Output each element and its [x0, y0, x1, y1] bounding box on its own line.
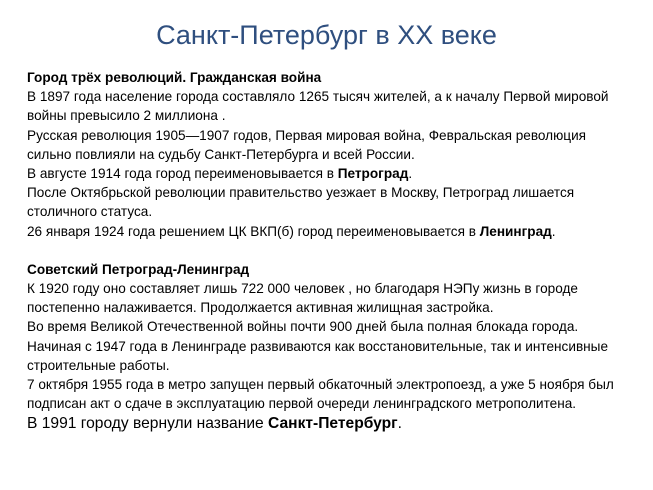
paragraph-metro-1955: 7 октября 1955 года в метро запущен первый обкаточный электропоезд, а уже 5 ноября был подписан акт о сдаче в эксплуатацию первой очереди ленинградского метрополитена. — [27, 377, 614, 412]
paragraph-renamed-leningrad — [27, 222, 633, 241]
renamed-1991-prefix: В 1991 городу вернули название — [27, 415, 269, 433]
renamed-1991-suffix: . — [397, 415, 402, 433]
paragraph-renamed-1991 — [27, 414, 633, 434]
renamed-leningrad-suffix: . — [551, 223, 556, 239]
paragraph-revolution-1905: Русская революция 1905—1907 годов, Первая мировая война, Февральская революция сильно повлияли на судьбу Санкт-Петербурга и всей России. — [27, 127, 587, 162]
slide-title: Санкт-Петербург в XX веке — [156, 20, 497, 50]
section-heading-soviet: Советский Петроград-Ленинград — [27, 261, 250, 277]
petrograd-name: Петроград — [337, 166, 409, 182]
leningrad-name: Ленинград — [479, 223, 552, 239]
paragraph-population-1920: К 1920 году оно составляет лишь 722 000 человек , но благодаря НЭПу жизнь в городе постепенно налаживается. Продолжается активная жилищная застройка. — [27, 281, 578, 316]
saint-petersburg-name: Санкт-Петербург — [268, 415, 398, 433]
section-heading-revolutions: Город трёх революций. Гражданская война — [27, 70, 322, 85]
renamed-leningrad-prefix: 26 января 1924 года решением ЦК ВКП(б) город переименовывается в — [27, 223, 480, 239]
renamed-petrograd-suffix: . — [408, 166, 413, 182]
slide-body — [27, 68, 633, 434]
paragraph-government-moves: После Октябрьской революции правительство уезжает в Москву, Петроград лишается столичного статуса. — [27, 185, 575, 220]
paragraph-population-1897: В 1897 года население города составляло 1265 тысяч жителей, а к началу Первой мировой войны превысило 2 миллиона . — [27, 89, 609, 124]
paragraph-blockade: Во время Великой Отечественной войны почти 900 дней была полная блокада города. Начиная с 1947 года в Ленинграде развиваются как восстановительные, так и интенсивные строительные работы. — [27, 319, 608, 373]
renamed-petrograd-prefix: В августе 1914 года город переименовывается в — [27, 166, 338, 182]
paragraph-renamed-petrograd — [27, 164, 633, 183]
section-spacer — [27, 241, 633, 260]
